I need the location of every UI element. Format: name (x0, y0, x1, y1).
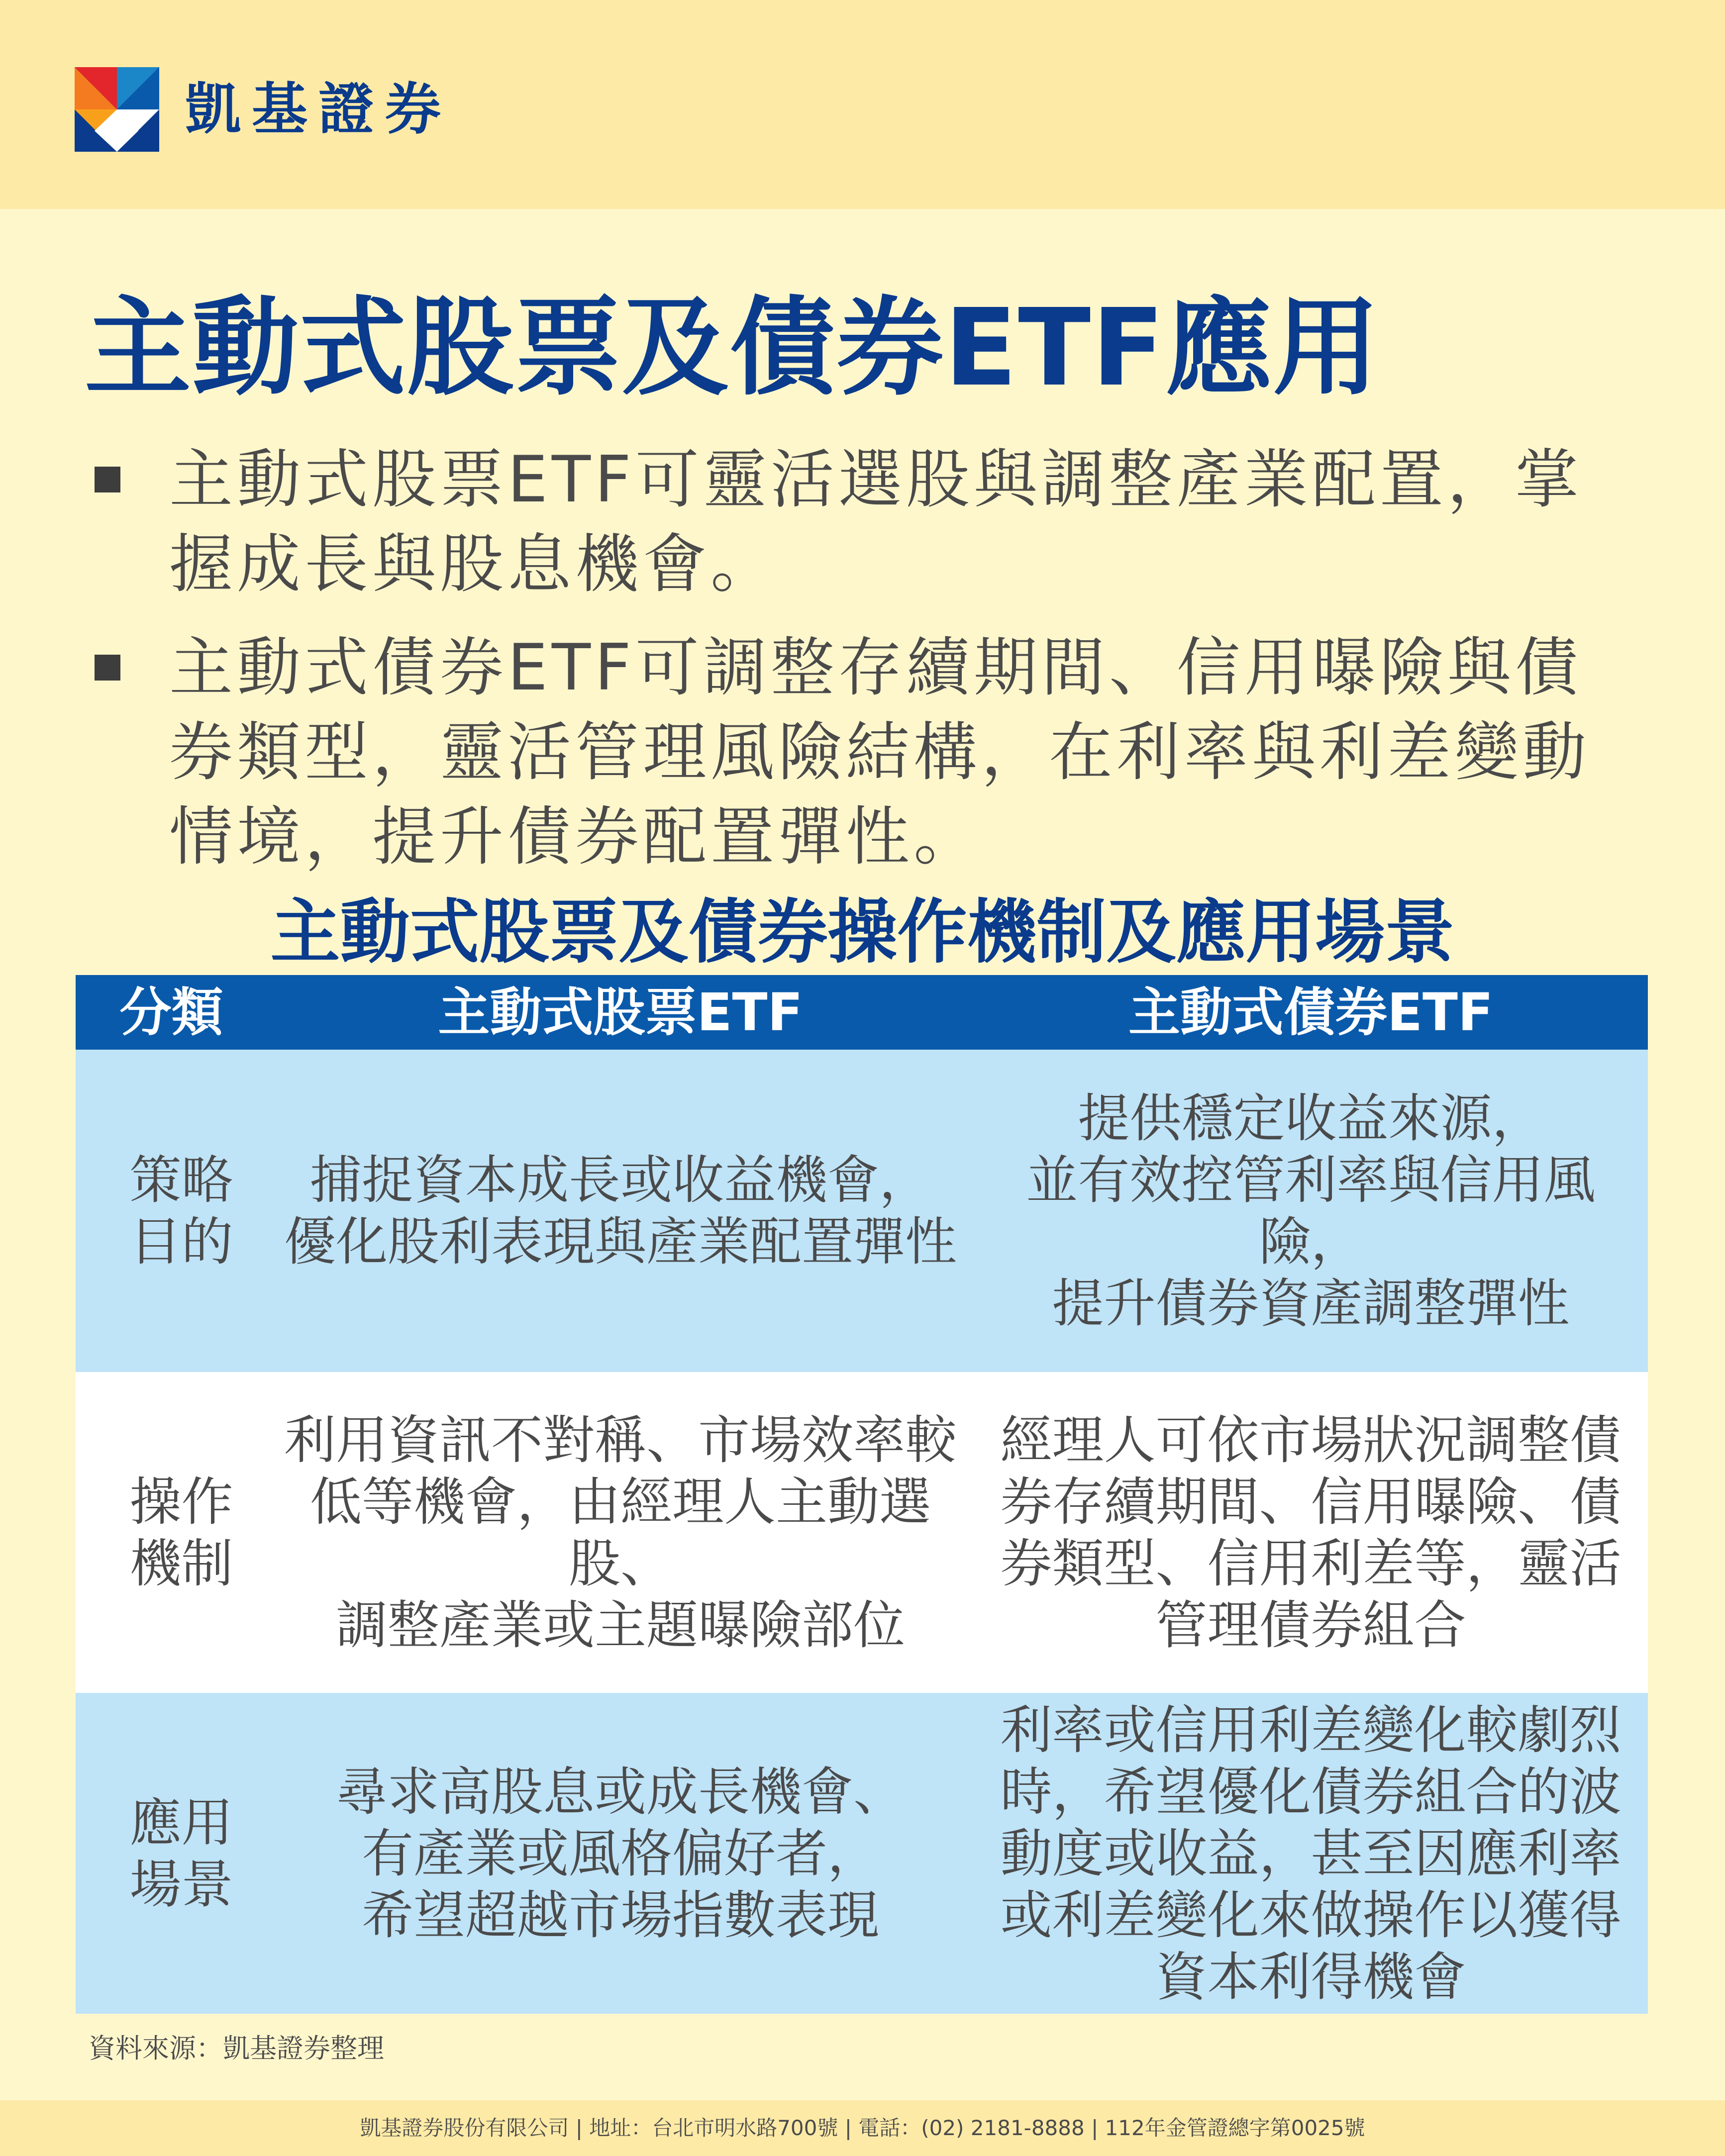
brand-name: 凱基證券 (185, 77, 452, 142)
bullet-line: 主動式債券ETF可調整存續期間、信用曝險與債 (169, 631, 1583, 705)
bullet-text (169, 438, 1657, 607)
cell-line: 券存續期間、信用曝險、債 (1000, 1471, 1622, 1532)
bond-cell (974, 1693, 1648, 2014)
cell-line: 捕捉資本成長或收益機會， (309, 1150, 931, 1210)
bullet-item (95, 438, 1657, 607)
page-title: 主動式股票及債券ETF應用 (85, 286, 1381, 410)
bullet-line: 主動式股票ETF可靈活選股與調整產業配置，掌 (169, 443, 1583, 517)
cell-line: 策略 (129, 1150, 233, 1210)
cell-line: 利用資訊不對稱、市場效率較 (284, 1409, 957, 1470)
cell-line: 資本利得機會 (1155, 1946, 1466, 2007)
bullet-line: 券類型，靈活管理風險結構，在利率與利差變動 (169, 715, 1591, 789)
cell-line: 操作 (129, 1471, 233, 1532)
cell-line: 應用 (129, 1792, 233, 1853)
cell-line: 或利差變化來做操作以獲得 (1000, 1884, 1622, 1946)
cell-line: 場景 (129, 1854, 233, 1915)
stock-cell (267, 1693, 974, 2014)
cell-line: 希望超越市場指數表現 (361, 1884, 879, 1946)
cell-line: 機制 (129, 1533, 233, 1594)
bullet-item (95, 626, 1657, 880)
table-title: 主動式股票及債券操作機制及應用場景 (270, 892, 1455, 973)
cell-line: 低等機會，由經理人主動選股、 (309, 1471, 931, 1594)
category-cell (76, 1693, 267, 2014)
cell-line: 優化股利表現與產業配置彈性 (284, 1211, 957, 1272)
kgi-logo-icon (75, 67, 159, 152)
header-category: 分類 (119, 982, 223, 1043)
cell-line: 目的 (129, 1211, 233, 1272)
cell-line: 調整產業或主題曝險部位 (335, 1594, 905, 1656)
bond-cell (974, 1372, 1648, 1693)
bullet-text (169, 626, 1657, 880)
cell-line: 券類型、信用利差等，靈活 (1000, 1533, 1622, 1594)
stock-cell (267, 1372, 974, 1693)
category-cell (76, 1050, 267, 1372)
table-header-row (76, 975, 1648, 1050)
header-band (0, 0, 1725, 209)
cell-line: 利率或信用利差變化較劇烈 (1000, 1699, 1622, 1761)
footer-band: 凱基證券股份有限公司 | 地址：台北市明水路700號 | 電話：(02) 2181-8888 | 112年金管證總字第0025號 (0, 2100, 1725, 2156)
bullet-line: 情境，提升債券配置彈性。 (169, 800, 982, 874)
bond-cell (974, 1050, 1648, 1372)
cell-line: 有產業或風格偏好者， (361, 1823, 879, 1884)
cell-line: 尋求高股息或成長機會、 (335, 1761, 905, 1822)
cell-line: 提升債券資產調整彈性 (1052, 1273, 1570, 1334)
square-bullet-icon (95, 467, 120, 492)
cell-line: 並有效控管利率與信用風險， (1026, 1150, 1596, 1272)
source-note: 資料來源：凱基證券整理 (89, 2033, 384, 2064)
header-bond-etf: 主動式債券ETF (1128, 982, 1494, 1043)
header-stock-etf: 主動式股票ETF (438, 982, 803, 1043)
bullet-line: 握成長與股息機會。 (169, 527, 779, 601)
stock-cell (267, 1050, 974, 1372)
cell-line: 時，希望優化債券組合的波 (1000, 1761, 1622, 1822)
square-bullet-icon (95, 655, 120, 681)
cell-line: 動度或收益，甚至因應利率 (1000, 1823, 1622, 1884)
cell-line: 管理債券組合 (1155, 1594, 1466, 1656)
table-row (76, 1693, 1648, 2014)
cell-line: 經理人可依市場狀況調整債 (1000, 1409, 1622, 1470)
comparison-table (76, 975, 1648, 2014)
table-row (76, 1372, 1648, 1693)
category-cell (76, 1372, 267, 1693)
cell-line: 提供穩定收益來源， (1078, 1088, 1544, 1149)
table-row (76, 1050, 1648, 1372)
